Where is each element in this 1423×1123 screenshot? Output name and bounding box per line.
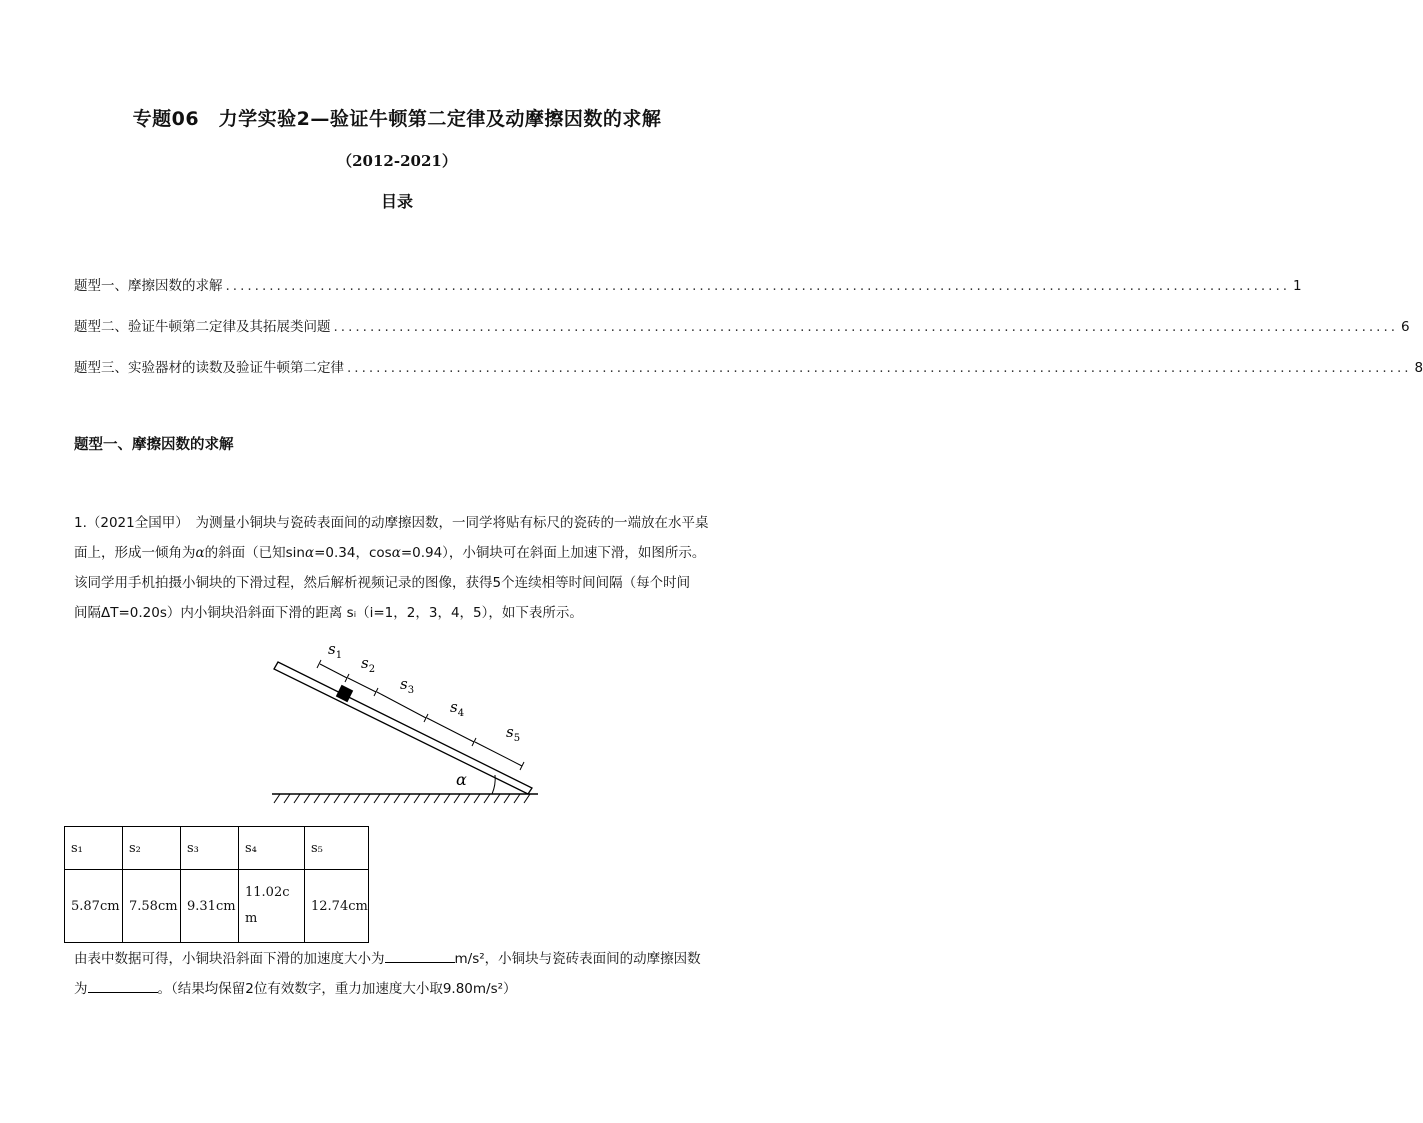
label-s2: $s_2$ [361, 654, 376, 675]
toc-page-number: 1 [1293, 278, 1302, 294]
question-line: 面上，形成一倾角为α的斜面（已知sinα=0.34，cosα=0.94），小铜块可在斜面上加速下滑，如图所示。 [74, 545, 706, 561]
toc-heading: 目录 [380, 192, 413, 211]
question-line: 该同学用手机拍摄小铜块的下滑过程，然后解析视频记录的图像，获得5个连续相等时间间隔（每个时间 [74, 575, 691, 591]
table-header-cell: s₅ [305, 827, 369, 870]
label-s3: $s_3$ [400, 675, 415, 696]
toc-entry-label: 题型一、摩擦因数的求解 [74, 278, 223, 294]
toc-leader-dots: .................................................................................................................................................. [225, 278, 1291, 294]
table-header-cell: s₄ [239, 827, 305, 870]
table-row [65, 870, 369, 943]
ground-hatching [274, 794, 530, 803]
incline-diagram [260, 632, 550, 807]
section-heading: 题型一、摩擦因数的求解 [74, 437, 234, 453]
label-s1: $s_1$ [328, 640, 343, 661]
table-cell: 12.74cm [305, 870, 369, 943]
label-s4: $s_4$ [450, 698, 465, 719]
table-cell: 5.87cm [65, 870, 123, 943]
toc-entry-label: 题型二、验证牛顿第二定律及其拓展类问题 [74, 319, 331, 335]
toc-page-number: 8 [1414, 360, 1423, 376]
table-header-cell: s₂ [123, 827, 181, 870]
question-line: 间隔ΔT=0.20s）内小铜块沿斜面下滑的距离 sᵢ（i=1，2，3，4，5），如下表所示。 [74, 605, 583, 621]
segment-labels [328, 640, 520, 744]
toc-leader-dots: .................................................................................................................................................. [347, 360, 1412, 376]
toc-entry-1[interactable] [74, 274, 1302, 294]
answer-blank-friction[interactable] [88, 978, 158, 993]
question-line: 由表中数据可得，小铜块沿斜面下滑的加速度大小为 m/s²，小铜块与瓷砖表面间的动摩擦因数 [74, 944, 734, 974]
table-header-cell: s₁ [65, 827, 123, 870]
table-cell: 7.58cm [123, 870, 181, 943]
question-prompt [74, 944, 734, 1004]
toc-entry-3[interactable] [74, 356, 1423, 376]
angle-label: α [456, 770, 467, 789]
distance-table [64, 826, 369, 943]
toc-leader-dots: .................................................................................................................................................. [333, 319, 1399, 335]
table-header-row [65, 827, 369, 870]
year-range: （2012-2021） [337, 152, 457, 170]
question-line: 1.（2021全国甲） 为测量小铜块与瓷砖表面间的动摩擦因数，一同学将贴有标尺的瓷砖的一端放在水平桌 [74, 515, 709, 531]
distance-markers [317, 660, 524, 770]
table-cell: 9.31cm [181, 870, 239, 943]
table-header-cell: s₃ [181, 827, 239, 870]
angle-arc [492, 775, 495, 794]
table-cell: 11.02c m [239, 870, 305, 943]
answer-blank-acceleration[interactable] [385, 948, 455, 963]
question-1-text [74, 508, 734, 628]
toc-entry-label: 题型三、实验器材的读数及验证牛顿第二定律 [74, 360, 344, 376]
label-s5: $s_5$ [506, 723, 521, 744]
question-line: 为 。（结果均保留2位有效数字，重力加速度大小取9.80m/s²） [74, 974, 734, 1004]
toc-entry-2[interactable] [74, 315, 1410, 335]
page-title: 专题06 力学实验2—验证牛顿第二定律及动摩擦因数的求解 [132, 108, 662, 130]
toc-page-number: 6 [1401, 319, 1410, 335]
